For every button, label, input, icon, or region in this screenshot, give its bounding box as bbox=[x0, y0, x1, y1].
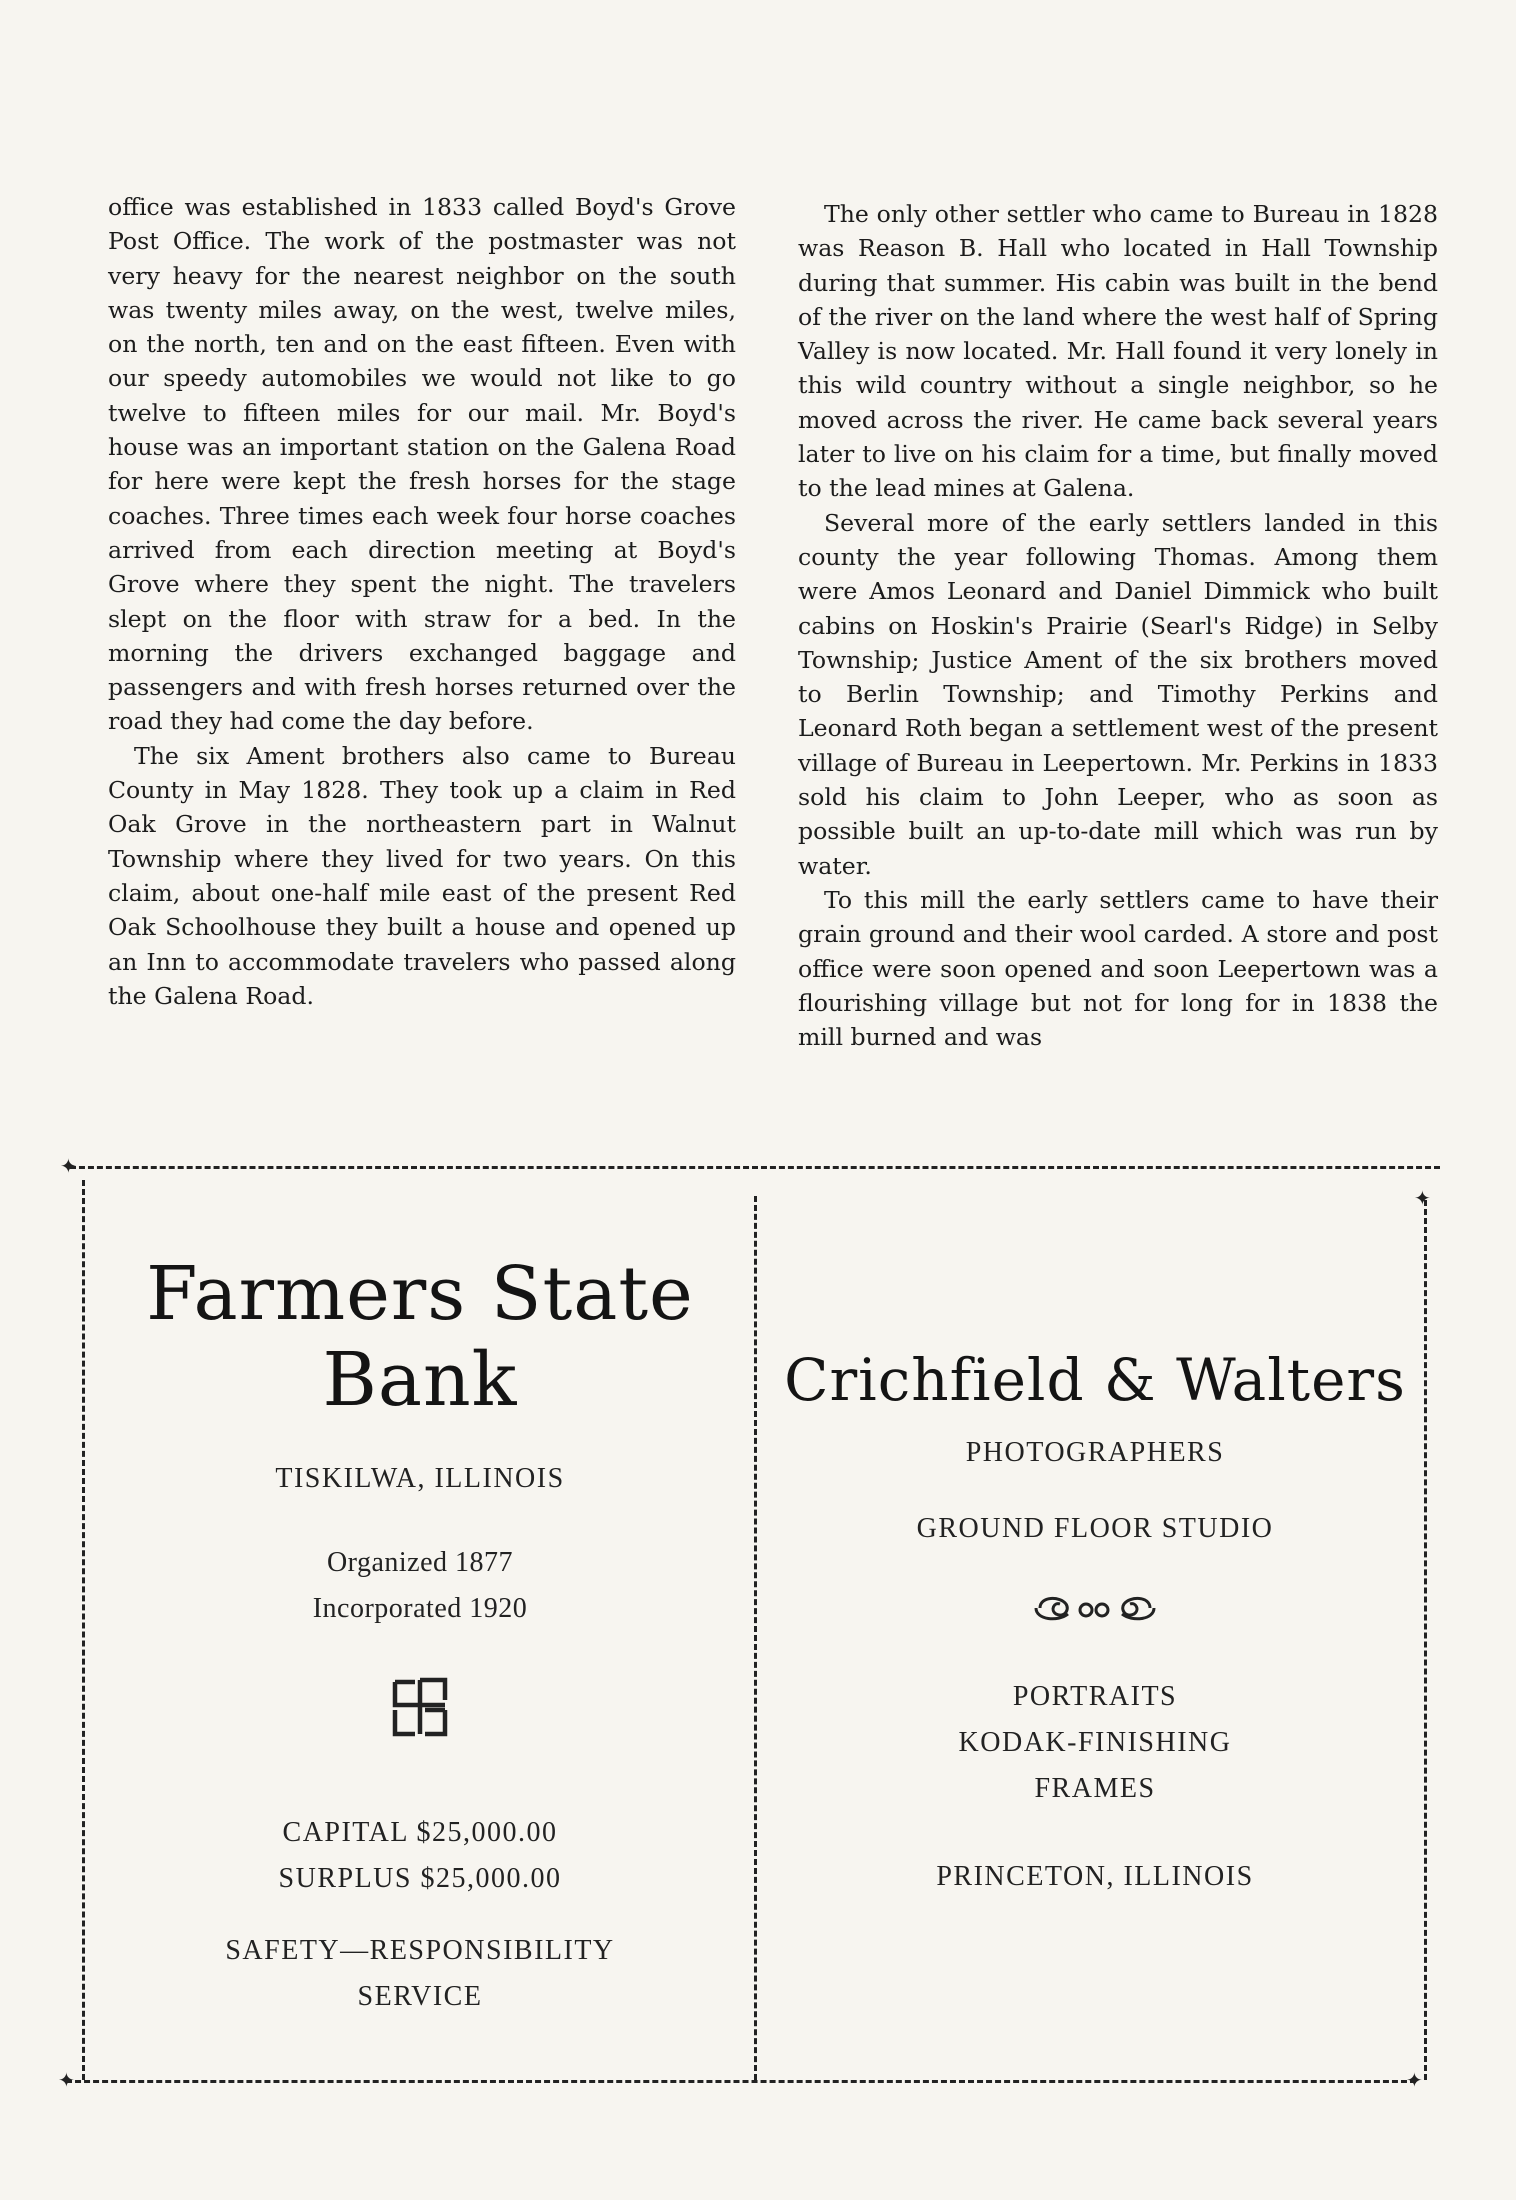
studio-location: PRINCETON, ILLINOIS bbox=[936, 1861, 1254, 1892]
paragraph: Several more of the early settlers landed in this county the year following Thomas. Among them were Amos Leonard and Daniel Dimmick who built cabins on Hoskin's Prairie (Searl's Ridge) in Selby Township; Justice Ament of the six brothers moved to Berlin Township; and Timothy Perkins and Leonard Roth began a settlement west of the present village of Bureau in Leepertown. Mr. Perkins in 1833 sold his claim to John Leeper, who as soon as possible built an up-to-date mill which was run by water. bbox=[798, 508, 1438, 880]
bank-location: TISKILWA, ILLINOIS bbox=[275, 1463, 565, 1494]
paragraph: The six Ament brothers also came to Bureau County in May 1828. They took up a claim in Red Oak Grove in the northeastern part in Walnut Township where they lived for two years. On this claim, about one-half mile east of the present Red Oak Schoolhouse they built a house and opened up an Inn to accommodate travelers who passed along the Galena Road. bbox=[108, 741, 736, 1010]
border-right bbox=[1424, 1200, 1427, 2080]
corner-ornament: ✦ bbox=[58, 2068, 75, 2092]
article-left-column bbox=[108, 190, 736, 1013]
bank-name-line2: Bank bbox=[322, 1337, 518, 1423]
border-divider bbox=[754, 1196, 757, 2080]
border-left bbox=[82, 1180, 85, 2080]
bank-name-line1: Farmers State bbox=[146, 1251, 694, 1337]
bank-motto-line1: SAFETY—RESPONSIBILITY bbox=[225, 1935, 615, 1966]
border-bottom bbox=[66, 2080, 1416, 2083]
paragraph: office was established in 1833 called Boyd's Grove Post Office. The work of the postmaster was not very heavy for the nearest neighbor on the south was twenty miles away, on the west, twelve miles, on the north, ten and on the east fifteen. Even with our speedy automobiles we would not like to go twelve to fifteen miles for our mail. Mr. Boyd's house was an important station on the Galena Road for here were kept the fresh horses for the stage coaches. Three times each week four horse coaches arrived from each direction meeting at Boyd's Grove where they spent the night. The travelers slept on the floor with straw for a bed. In the morning the drivers exchanged baggage and passengers and with fresh horses returned over the road they had come the day before. bbox=[108, 193, 736, 736]
corner-ornament: ✦ bbox=[60, 1154, 77, 1178]
ad-crichfield-walters bbox=[770, 1340, 1420, 1900]
studio-service-portraits: PORTRAITS bbox=[1012, 1681, 1178, 1712]
border-top bbox=[70, 1166, 1440, 1169]
studio-profession: PHOTOGRAPHERS bbox=[965, 1437, 1225, 1468]
corner-ornament: ✦ bbox=[1414, 1186, 1431, 1210]
bank-capital: CAPITAL $25,000.00 bbox=[282, 1817, 558, 1848]
scroll-ornament-icon bbox=[1030, 1588, 1160, 1628]
article-right-column bbox=[798, 197, 1438, 1054]
studio-service-kodak: KODAK-FINISHING bbox=[958, 1727, 1232, 1758]
ad-farmers-state-bank bbox=[110, 1248, 730, 2020]
bank-organized: Organized 1877 bbox=[326, 1547, 514, 1578]
studio-service-frames: FRAMES bbox=[1034, 1773, 1156, 1804]
corner-ornament: ✦ bbox=[1406, 2068, 1423, 2092]
studio-floor: GROUND FLOOR STUDIO bbox=[916, 1513, 1274, 1544]
paragraph: To this mill the early settlers came to have their grain ground and their wool carded. A store and post office were soon opened and soon Leepertown was a flourishing village but not for long for in 1838 the mill burned and was bbox=[798, 885, 1438, 1052]
paragraph: The only other settler who came to Bureau in 1828 was Reason B. Hall who located in Hall Township during that summer. His cabin was built in the bend of the river on the land where the west half of Spring Valley is now located. Mr. Hall found it very lonely in this wild country without a single neighbor, so he moved across the river. He came back several years later to live on his claim for a time, but finally moved to the lead mines at Galena. bbox=[798, 200, 1438, 503]
studio-name: Crichfield & Walters bbox=[784, 1346, 1406, 1414]
bank-incorporated: Incorporated 1920 bbox=[312, 1593, 528, 1624]
bank-surplus: SURPLUS $25,000.00 bbox=[278, 1863, 562, 1894]
fylfot-emblem-icon bbox=[389, 1676, 451, 1738]
bank-motto-line2: SERVICE bbox=[357, 1981, 483, 2012]
